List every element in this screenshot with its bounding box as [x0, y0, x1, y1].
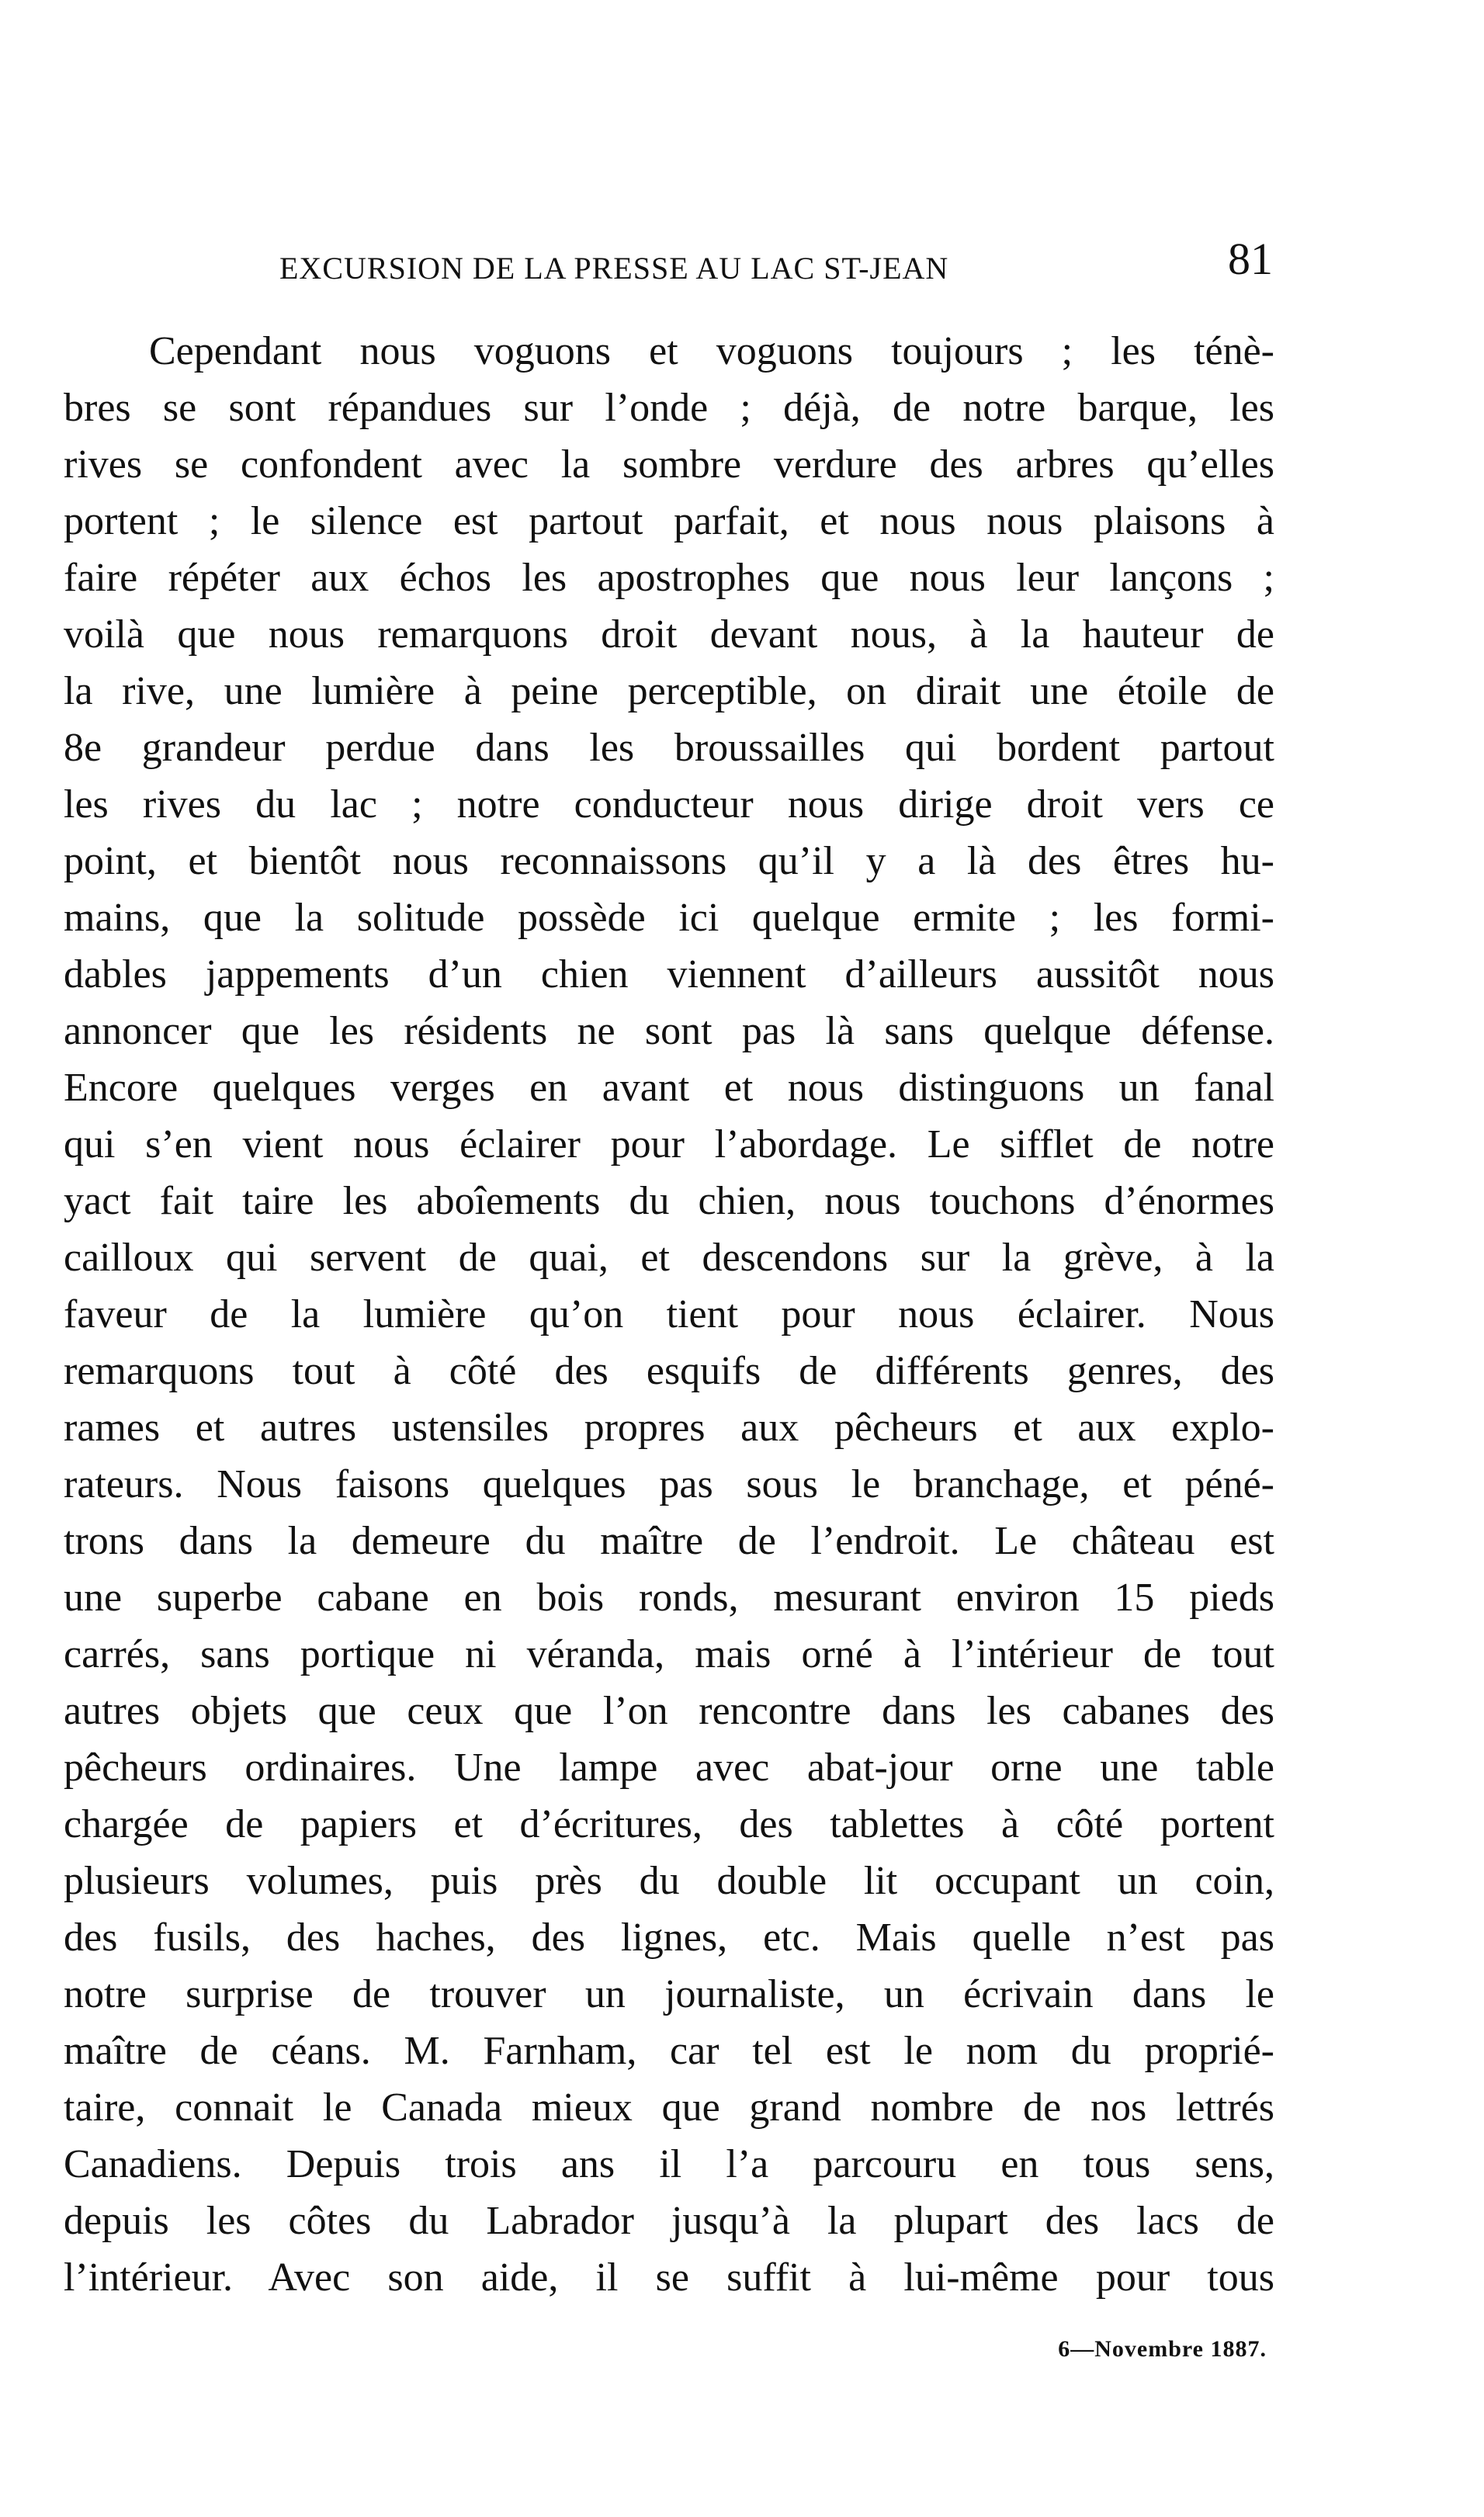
text-line: cailloux qui servent de quai, et descendons sur la grève, à la [64, 1236, 1274, 1280]
text-line: trons dans la demeure du maître de l’endroit. Le château est [64, 1519, 1274, 1563]
text-line: des fusils, des haches, des lignes, etc. Mais quelle n’est pas [64, 1915, 1274, 1960]
text-line: une superbe cabane en bois ronds, mesurant environ 15 pieds [64, 1576, 1274, 1620]
text-line: Cependant nous voguons et voguons toujours ; les ténè- [149, 329, 1274, 373]
text-line: bres se sont répandues sur l’onde ; déjà, de notre barque, les [64, 386, 1274, 430]
text-line: 8e grandeur perdue dans les broussailles qui bordent partout [64, 726, 1274, 770]
text-line: pêcheurs ordinaires. Une lampe avec abat-jour orne une table [64, 1746, 1274, 1790]
text-line: rateurs. Nous faisons quelques pas sous le branchage, et péné- [64, 1462, 1274, 1506]
text-line: Encore quelques verges en avant et nous distinguons un fanal [64, 1066, 1274, 1110]
text-line: yact fait taire les aboîements du chien, nous touchons d’énormes [64, 1179, 1274, 1223]
text-line: carrés, sans portique ni véranda, mais orné à l’intérieur de tout [64, 1632, 1274, 1676]
text-line: Canadiens. Depuis trois ans il l’a parcouru en tous sens, [64, 2142, 1274, 2186]
page-header [279, 233, 1273, 295]
text-line: rames et autres ustensiles propres aux pêcheurs et aux explo- [64, 1406, 1274, 1450]
text-line: les rives du lac ; notre conducteur nous dirige droit vers ce [64, 782, 1274, 827]
text-line: remarquons tout à côté des esquifs de différents genres, des [64, 1349, 1274, 1393]
body-paragraph [64, 323, 1274, 2306]
text-line: taire, connait le Canada mieux que grand nombre de nos lettrés [64, 2085, 1274, 2130]
text-line: annoncer que les résidents ne sont pas là sans quelque défense. [64, 1009, 1274, 1053]
text-line: chargée de papiers et d’écritures, des tablettes à côté portent [64, 1802, 1274, 1846]
text-line: notre surprise de trouver un journaliste, un écrivain dans le [64, 1972, 1274, 2016]
text-line: autres objets que ceux que l’on rencontre dans les cabanes des [64, 1689, 1274, 1733]
text-line: voilà que nous remarquons droit devant nous, à la hauteur de [64, 612, 1274, 657]
text-line: plusieurs volumes, puis près du double lit occupant un coin, [64, 1859, 1274, 1903]
text-line: rives se confondent avec la sombre verdure des arbres qu’elles [64, 442, 1274, 487]
text-line: depuis les côtes du Labrador jusqu’à la plupart des lacs de [64, 2199, 1274, 2243]
text-line: dables jappements d’un chien viennent d’ailleurs aussitôt nous [64, 952, 1274, 997]
text-line: maître de céans. M. Farnham, car tel est le nom du proprié- [64, 2029, 1274, 2073]
page-number: 81 [1228, 234, 1273, 284]
text-line: faveur de la lumière qu’on tient pour nous éclairer. Nous [64, 1292, 1274, 1337]
text-line: l’intérieur. Avec son aide, il se suffit à lui-même pour tous [64, 2255, 1274, 2300]
text-line: point, et bientôt nous reconnaissons qu’il y a là des êtres hu- [64, 839, 1274, 883]
footer-signature: 6—Novembre 1887. [1058, 2336, 1267, 2362]
text-line: faire répéter aux échos les apostrophes que nous leur lançons ; [64, 556, 1274, 600]
text-line: mains, que la solitude possède ici quelque ermite ; les formi- [64, 896, 1274, 940]
running-title: EXCURSION DE LA PRESSE AU LAC ST-JEAN [279, 251, 949, 286]
text-line: la rive, une lumière à peine perceptible, on dirait une étoile de [64, 669, 1274, 713]
text-line: portent ; le silence est partout parfait, et nous nous plaisons à [64, 499, 1274, 543]
text-line: qui s’en vient nous éclairer pour l’abordage. Le sifflet de notre [64, 1122, 1274, 1167]
